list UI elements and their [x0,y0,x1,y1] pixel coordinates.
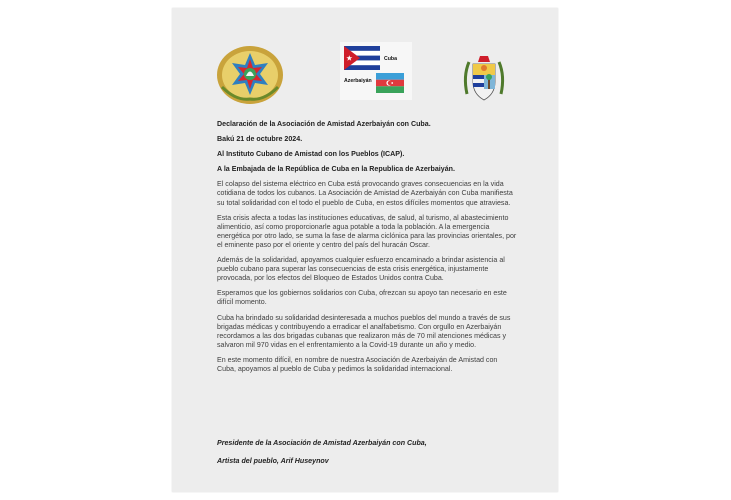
recipient-icap: Al Instituto Cubano de Amistad con los Pueblos (ICAP). [217,150,405,159]
signature-name: Artista del pueblo, Arif Huseynov [217,457,329,465]
paragraph-3: Además de la solidaridad, apoyamos cualquier esfuerzo encaminado a brindar asistencia al pueblo cubano para superar las consecuencias de esta crisis energética, injustamente provocada, por los efectos del Bloqueo de Estados Unidos contra Cuba. [217,256,505,283]
paragraph-4: Esperamos que los gobiernos solidarios con Cuba, ofrezcan su apoyo tan necesario en este difícil momento. [217,289,507,307]
signature-title: Presidente de la Asociación de Amistad Azerbaiyán con Cuba, [217,439,427,447]
declaration-text [217,120,517,380]
paragraph-5: Cuba ha brindado su solidaridad desinteresada a muchos pueblos del mundo a través de sus brigadas médicas y contribuyendo a erradicar el analfabetismo. Con orgullo en Azerbaiyán recordamos a las dos brigadas cubanas que realizaron más de 70 mil atenciones médicas y salvaron mil 970 vidas en el enfrentamiento a la Covid-19 durante un año y medio. [217,313,511,349]
paragraph-2: Esta crisis afecta a todas las instituciones educativas, de salud, al turismo, al abastecimiento alimenticio, así como proporcionarle agua potable a toda la población. A la emergencia energética por otro lado, se suma la fase de alarma ciclónica para las provincias orientales, por el eminente paso por el oriente y centro del país del huracán Oscar. [217,213,517,249]
paragraph-6: En este momento difícil, en nombre de nuestra Asociación de Azerbaiyán de Amistad con Cuba, apoyamos al pueblo de Cuba y pedimos la solidaridad internacional. [217,355,498,373]
paragraph-1: El colapso del sistema eléctrico en Cuba está provocando graves consecuencias en la vida cotidiana de todos los cubanos. La Asociación de Amistad de Azerbaiyán con Cuba manifiesta su total solidaridad con el todo el pueblo de Cuba, en estos difíciles momentos que atraviesa. [217,180,513,207]
document-page [172,8,558,492]
flags-graphic [340,42,412,100]
cuba-flag-label: Cuba [384,56,397,62]
signature-block [217,439,527,475]
declaration-title: Declaración de la Asociación de Amistad Azerbaiyán con Cuba. [217,120,431,128]
azerbaijan-emblem-icon [216,45,284,105]
cuba-flag-icon [344,46,380,70]
recipient-embassy: A la Embajada de la República de Cuba en la Republica de Azerbaiyán. [217,165,455,174]
declaration-date: Bakú 21 de octubre 2024. [217,135,303,144]
cuba-coat-of-arms-icon [459,50,509,106]
azerbaijan-flag-icon [376,73,404,93]
azerbaijan-flag-label: Azerbaiyán [344,78,372,84]
